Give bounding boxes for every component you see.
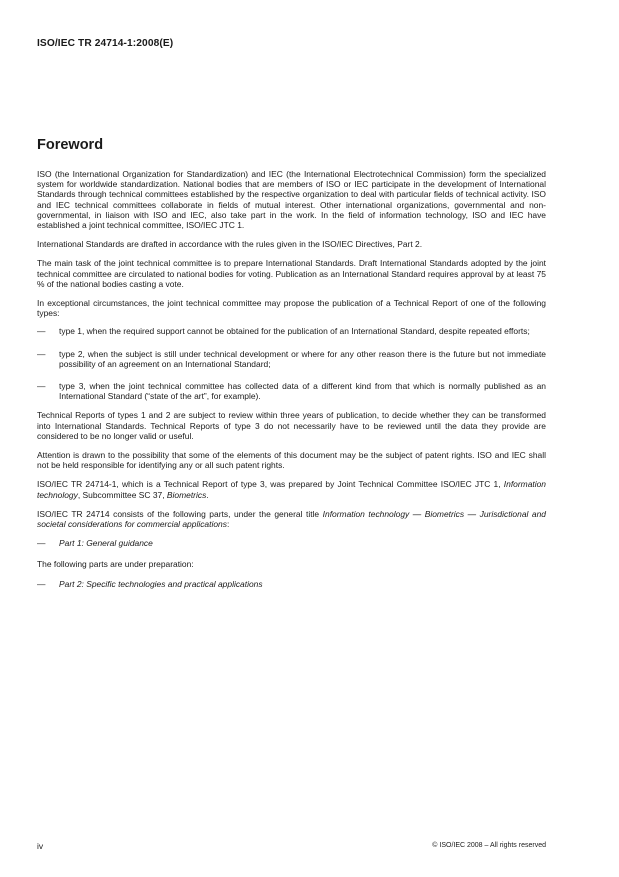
list-item-part-1 [37, 538, 546, 548]
type-3-text: type 3, when the joint technical committee has collected data of a different kind from that which is normally published as an International Standard (“state of the art”, for example). [59, 381, 546, 402]
dash-bullet: — [37, 326, 46, 337]
paragraph-directives: International Standards are drafted in accordance with the rules given in the ISO/IEC Directives, Part 2. [37, 239, 423, 250]
paragraph-patent: Attention is drawn to the possibility that some of the elements of this document may be the subject of patent rights. ISO and IEC shall not be held responsible for identifying any or all such patent rights. [37, 450, 546, 471]
foreword-body [37, 169, 546, 600]
part-2-text: Part 2: Specific technologies and practical applications [59, 578, 263, 589]
type-2-text: type 2, when the subject is still under technical development or where for any other reason there is the future but not immediate possibility of an agreement on an International Standard; [59, 348, 546, 369]
copyright-notice: © ISO/IEC 2008 – All rights reserved [432, 842, 546, 849]
general-title: Information technology — Biometrics — Jurisdictional and societal considerations for commercial applications [37, 508, 546, 530]
dash-bullet: — [37, 538, 46, 549]
paragraph-exceptional: In exceptional circumstances, the joint technical committee may propose the publication of a Technical Report of one of the following types: [37, 298, 546, 319]
subcommittee-title: Biometrics [166, 489, 207, 500]
paragraph-review: Technical Reports of types 1 and 2 are subject to review within three years of publication, to decide whether they can be transformed into International Standards. Technical Reports of type 3 do not necessarily have to be reviewed until the data they provide are considered to be no longer valid or useful. [37, 410, 546, 441]
subcommittee-text: , Subcommittee SC 37, [77, 489, 167, 500]
dash-bullet: — [37, 381, 46, 392]
part-1-text: Part 1: General guidance [59, 538, 153, 549]
committee-title: Information technology [37, 479, 546, 500]
paragraph-main-task: The main task of the joint technical committee is to prepare International Standards. Draft International Standards adopted by the joint technical committee are circulated to national bodies for voting. Publication as an International Standard requires approval by at least 75 % of the national bodies casting a vote. [37, 258, 546, 289]
colon: : [226, 519, 230, 530]
document-identifier: ISO/IEC TR 24714-1:2008(E) [37, 38, 174, 49]
parts-intro-text: ISO/IEC TR 24714 consists of the following parts, under the general title [37, 508, 323, 519]
type-1-text: type 1, when the required support cannot be obtained for the publication of an International Standard, despite repeated efforts; [59, 326, 530, 337]
list-item-type-3 [37, 381, 546, 401]
paragraph-organizations: ISO (the International Organization for Standardization) and IEC (the International Electrotechnical Commission) form the specialized system for worldwide standardization. National bodies that are members of ISO or IEC participate in the development of International Standards through technical committees established by the respective organization to deal with particular fields of technical activity. ISO and IEC technical committees collaborate in fields of mutual interest. Other international organizations, governmental and non-governmental, in liaison with ISO and IEC, also take part in the work. In the field of information technology, ISO and IEC have established a joint technical committee, ISO/IEC JTC 1. [37, 169, 546, 231]
page-title: Foreword [37, 137, 104, 153]
dash-bullet: — [37, 348, 46, 359]
paragraph-parts [37, 509, 546, 529]
dash-bullet: — [37, 578, 46, 589]
paragraph-preparation: The following parts are under preparation: [37, 559, 194, 570]
prepared-by-text: ISO/IEC TR 24714-1, which is a Technical Report of type 3, was prepared by Joint Technical Committee ISO/IEC JTC 1, [37, 479, 504, 490]
list-item-part-2 [37, 579, 546, 589]
page-number: iv [37, 841, 44, 851]
paragraph-prepared-by [37, 479, 546, 499]
period: . [206, 489, 209, 500]
list-item-type-2 [37, 349, 546, 369]
list-item-type-1 [37, 326, 546, 336]
